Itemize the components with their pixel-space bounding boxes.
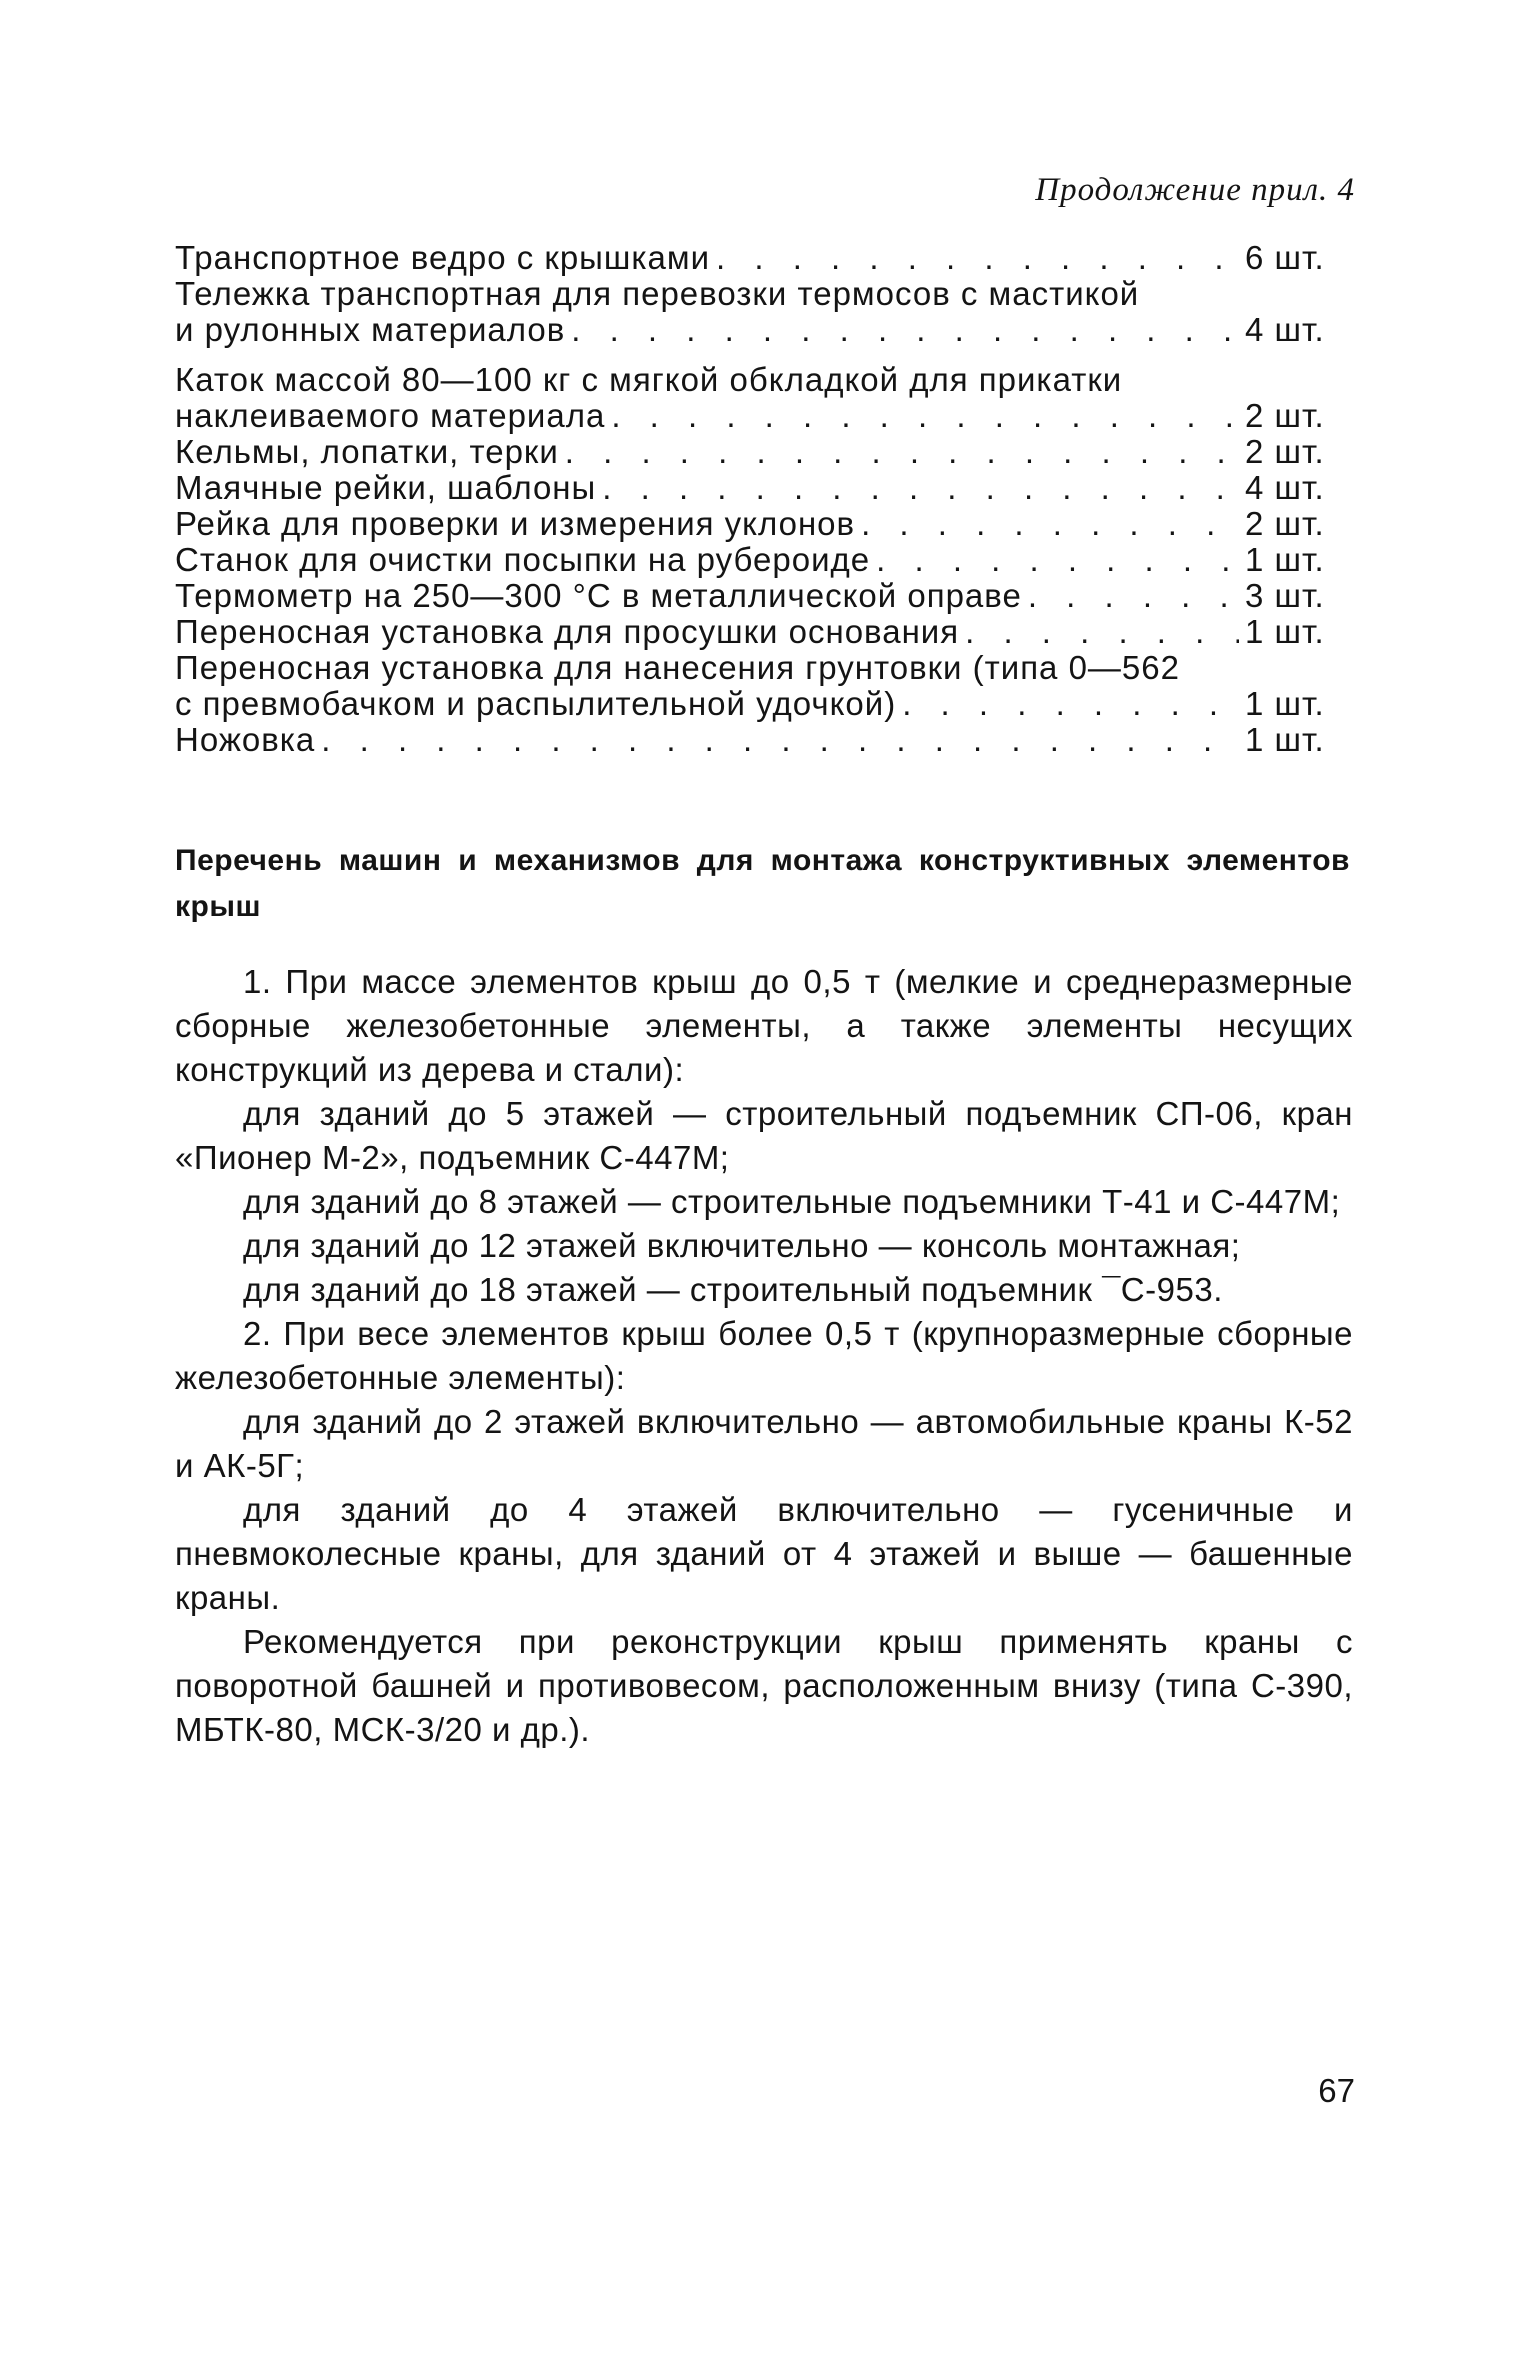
item-name: Маячные рейки, шаблоны xyxy=(175,469,597,506)
paragraph: 1. При массе элементов крыш до 0,5 т (мелкие и среднеразмерные сборные железобетонные элементы, а также элементы несущих конструкций из дерева и стали): xyxy=(175,963,1353,1088)
dot-leader xyxy=(902,686,1239,722)
dot-leader xyxy=(1028,578,1239,614)
list-item xyxy=(175,240,1355,276)
paragraph: для зданий до 18 этажей — строительный подъемник ¯С-953. xyxy=(243,1271,1223,1308)
dot-leader xyxy=(602,470,1239,506)
item-quantity: 1 шт. xyxy=(1245,613,1325,650)
item-quantity: 3 шт. xyxy=(1245,577,1325,614)
item-quantity: 1 шт. xyxy=(1245,541,1325,578)
item-quantity: 2 шт. xyxy=(1245,397,1325,434)
item-name: Кельмы, лопатки, терки xyxy=(175,433,559,470)
paragraph: для зданий до 12 этажей включительно — консоль монтажная; xyxy=(243,1227,1241,1264)
item-quantity: 2 шт. xyxy=(1245,433,1325,470)
item-name: Термометр на 250—300 °С в металлической оправе xyxy=(175,577,1022,614)
item-name: Рейка для проверки и измерения уклонов xyxy=(175,505,856,542)
list-item xyxy=(175,722,1355,758)
paragraph: 2. При весе элементов крыш более 0,5 т (крупноразмерные сборные железобетонные элементы): xyxy=(175,1315,1353,1396)
dot-leader xyxy=(861,506,1239,542)
dot-leader xyxy=(876,542,1239,578)
item-name-line: Переносная установка для нанесения грунтовки (типа 0—562 xyxy=(175,649,1180,686)
list-item xyxy=(175,434,1355,470)
item-quantity: 1 шт. xyxy=(1245,685,1325,722)
list-item xyxy=(175,542,1355,578)
dot-leader xyxy=(571,312,1239,348)
paragraph: для зданий до 2 этажей включительно — автомобильные краны К-52 и АК-5Г; xyxy=(175,1403,1353,1484)
page-header: Продолжение прил. 4 xyxy=(1035,172,1355,208)
dot-leader xyxy=(716,240,1239,276)
section-title: Перечень машин и механизмов для монтажа конструктивных элементов крыш xyxy=(175,844,1350,923)
item-quantity: 6 шт. xyxy=(1245,239,1325,276)
item-name: и рулонных материалов xyxy=(175,311,566,348)
dot-leader xyxy=(965,614,1239,650)
paragraph: для зданий до 4 этажей включительно — гусеничные и пневмоколесные краны, для зданий от 4 этажей и выше — башенные краны. xyxy=(175,1491,1353,1616)
item-name-line: Тележка транспортная для перевозки термосов с мастикой xyxy=(175,275,1140,312)
list-item xyxy=(175,398,1355,434)
paragraph: для зданий до 8 этажей — строительные подъемники Т-41 и С-447М; xyxy=(243,1183,1341,1220)
item-name: Ножовка xyxy=(175,721,316,758)
body-text xyxy=(175,960,1353,1752)
item-name: Переносная установка для просушки основания xyxy=(175,613,960,650)
item-quantity: 4 шт. xyxy=(1245,469,1325,506)
dot-leader xyxy=(611,398,1239,434)
page-number: 67 xyxy=(1318,2072,1355,2109)
dot-leader xyxy=(321,722,1239,758)
list-item xyxy=(175,686,1355,722)
item-quantity: 1 шт. xyxy=(1245,721,1325,758)
item-name: Транспортное ведро с крышками xyxy=(175,239,711,276)
list-item xyxy=(175,614,1355,650)
item-quantity: 2 шт. xyxy=(1245,505,1325,542)
item-name: с превмобачком и распылительной удочкой) xyxy=(175,685,897,722)
item-name-line: Каток массой 80—100 кг с мягкой обкладкой для прикатки xyxy=(175,361,1123,398)
list-item xyxy=(175,506,1355,542)
paragraph: Рекомендуется при реконструкции крыш применять краны с поворотной башней и противовесом, расположенным внизу (типа С-390, МБТК-80, МСК-3/20 и др.). xyxy=(175,1623,1353,1748)
paragraph: для зданий до 5 этажей — строительный подъемник СП-06, кран «Пионер М-2», подъемник С-447М; xyxy=(175,1095,1353,1176)
list-item xyxy=(175,578,1355,614)
dot-leader xyxy=(565,434,1239,470)
item-quantity: 4 шт. xyxy=(1245,311,1325,348)
list-item xyxy=(175,312,1355,348)
list-item xyxy=(175,470,1355,506)
item-name: Станок для очистки посыпки на рубероиде xyxy=(175,541,871,578)
item-name: наклеиваемого материала xyxy=(175,397,606,434)
equipment-list xyxy=(175,240,1355,758)
